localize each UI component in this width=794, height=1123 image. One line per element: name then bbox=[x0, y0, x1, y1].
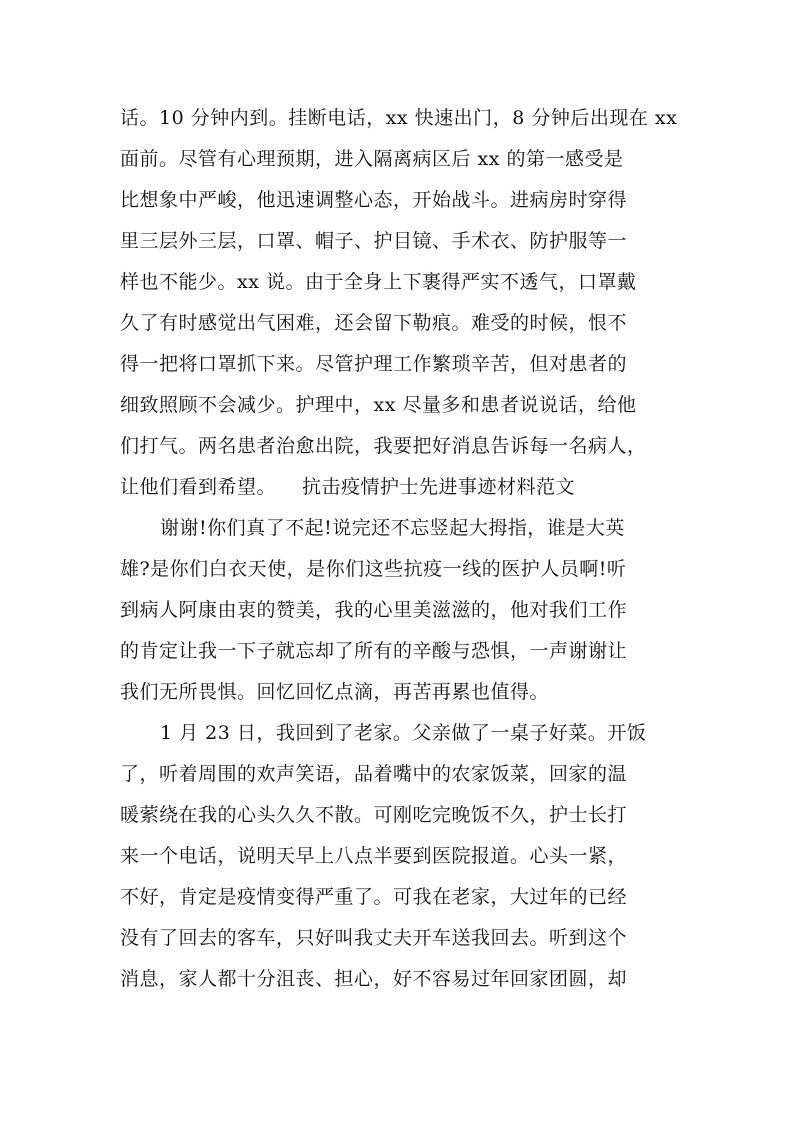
text-line: 暖萦绕在我的心头久久不散。可刚吃完晚饭不久，护士长打 bbox=[120, 804, 628, 826]
text-line: 到病人阿康由衷的赞美，我的心里美滋滋的，他对我们工作 bbox=[120, 599, 628, 621]
text-line: 来一个电话，说明天早上八点半要到医院报道。心头一紧， bbox=[120, 845, 628, 867]
text-line-with-title bbox=[120, 467, 680, 508]
text-line: 让他们看到希望。 bbox=[120, 476, 277, 498]
paragraph-start: 谢谢!你们真了不起!说完还不忘竖起大拇指，谁是大英 bbox=[160, 517, 625, 539]
text-line: 的肯定让我一下子就忘却了所有的辛酸与恐惧，一声谢谢让 bbox=[120, 640, 628, 662]
text-line: 里三层外三层，口罩、帽子、护目镜、手术衣、防护服等一 bbox=[120, 230, 628, 252]
text-line: 得一把将口罩抓下来。尽管护理工作繁琐辛苦，但对患者的 bbox=[120, 353, 628, 375]
text-line: 消息，家人都十分沮丧、担心，好不容易过年回家团圆，却 bbox=[120, 968, 628, 990]
text-line: 话。10 分钟内到。挂断电话，xx 快速出门，8 分钟后出现在 xx bbox=[120, 107, 678, 129]
text-line: 面前。尽管有心理预期，进入隔离病区后 xx 的第一感受是 bbox=[120, 148, 624, 170]
text-line: 比想象中严峻，他迅速调整心态，开始战斗。进病房时穿得 bbox=[120, 189, 628, 211]
text-line: 久了有时感觉出气困难，还会留下勒痕。难受的时候，恨不 bbox=[120, 312, 628, 334]
text-line: 我们无所畏惧。回忆回忆点滴，再苦再累也值得。 bbox=[120, 681, 550, 703]
text-line: 没有了回去的客车，只好叫我丈夫开车送我回去。听到这个 bbox=[120, 927, 628, 949]
text-line: 了，听着周围的欢声笑语，品着嘴中的农家饭菜，回家的温 bbox=[120, 763, 628, 785]
text-line: 不好，肯定是疫情变得严重了。可我在老家，大过年的已经 bbox=[120, 886, 628, 908]
text-line: 雄?是你们白衣天使，是你们这些抗疫一线的医护人员啊!听 bbox=[120, 558, 627, 580]
text-line: 样也不能少。xx 说。由于全身上下裹得严实不透气，口罩戴 bbox=[120, 271, 637, 293]
text-line: 们打气。两名患者治愈出院，我要把好消息告诉每一名病人， bbox=[120, 435, 647, 457]
paragraph-start: 1 月 23 日，我回到了老家。父亲做了一桌子好菜。开饭 bbox=[160, 722, 647, 744]
inline-title: 抗击疫情护士先进事迹材料范文 bbox=[302, 476, 576, 498]
body-text bbox=[120, 98, 680, 1000]
text-line: 细致照顾不会减少。护理中，xx 尽量多和患者说说话，给他 bbox=[120, 394, 637, 416]
